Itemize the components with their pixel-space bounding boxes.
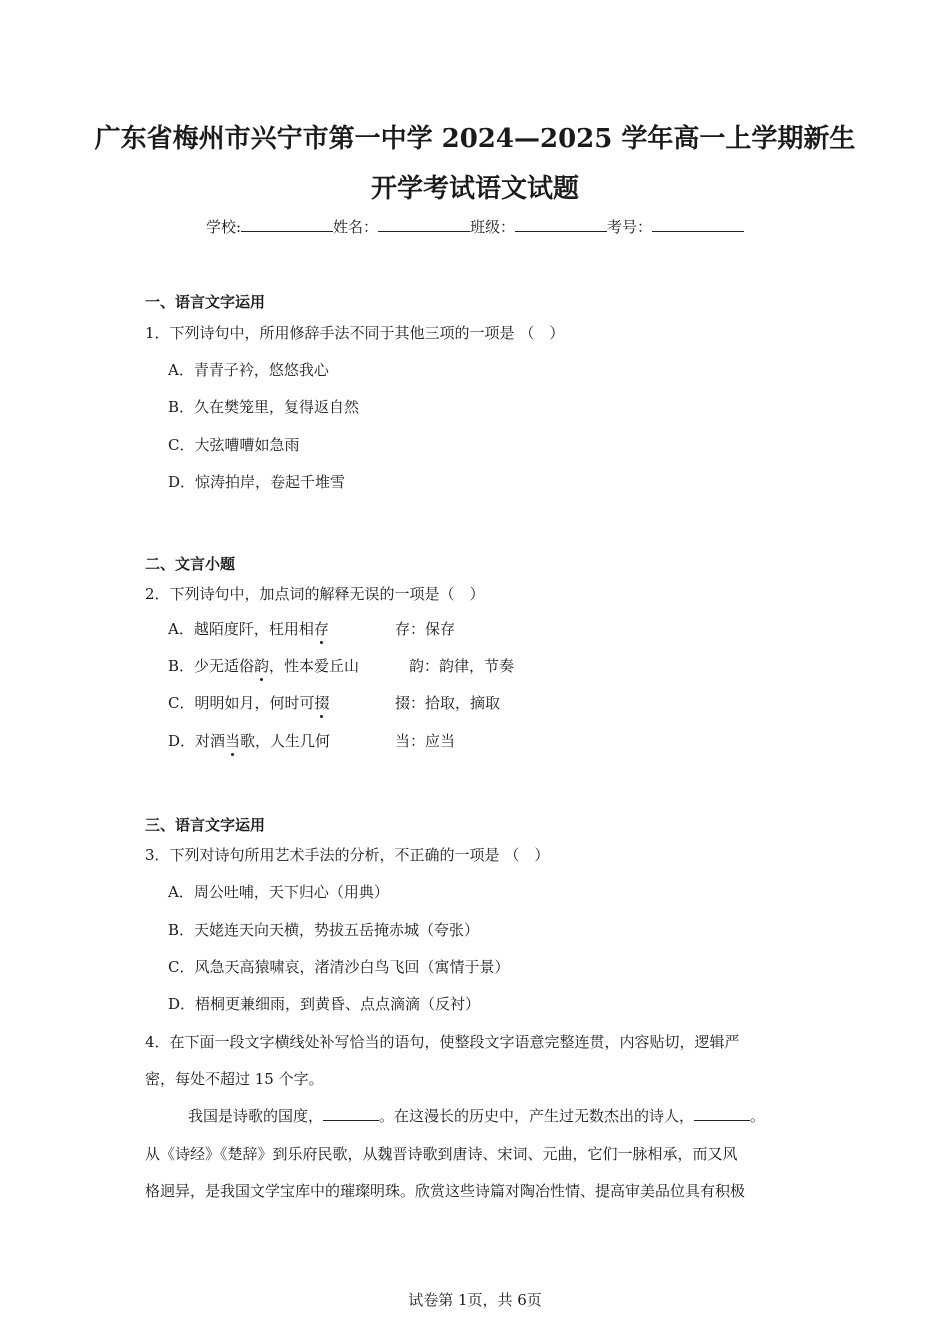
question-1-stem: 1．下列诗句中，所用修辞手法不同于其他三项的一项是 （ ） [145,324,565,342]
exam-title-line1: 广东省梅州市兴宁市第一中学 2024—2025 学年高一上学期新生 [94,124,856,154]
page-footer: 试卷第 1页，共 6页 [408,1291,542,1309]
q2-option-b: B．少无适俗韵，性本爱丘山 [168,657,360,675]
number-blank[interactable] [652,217,744,232]
question-2-stem: 2．下列诗句中，加点词的解释无误的一项是（ ） [145,585,485,603]
q1-option-b: B．久在樊笼里，复得返自然 [168,398,360,416]
school-label: 学校: [205,218,241,236]
section-heading: 三、语言文字运用 [145,816,266,834]
q2-option-a-note: 存：保存 [395,620,456,638]
question-4-stem-line1: 4．在下面一段文字横线处补写恰当的语句，使整段文字语意完整连贯，内容贴切，逻辑严 [145,1033,740,1051]
question-4-stem-line2: 密，每处不超过 15 个字。 [145,1070,324,1088]
section-heading: 二、文言小题 [145,555,236,573]
dotted-word: 韵 [254,657,270,675]
class-label: 班级： [470,218,516,236]
number-label: 考号： [607,218,653,236]
q3-option-d: D．梧桐更兼细雨，到黄昏、点点滴滴（反衬） [168,995,481,1013]
exam-title-line2: 开学考试语文试题 [370,174,579,204]
q1-option-d: D．惊涛拍岸，卷起千堆雪 [168,473,346,491]
q4-passage-line2: 从《诗经》《楚辞》到乐府民歌，从魏晋诗歌到唐诗、宋词、元曲，它们一脉相承，而又风 [145,1145,738,1163]
section-heading: 一、语言文字运用 [145,293,266,311]
student-info-row [0,216,950,238]
question-3-stem: 3．下列对诗句所用艺术手法的分析，不正确的一项是 （ ） [145,846,550,864]
q3-option-a: A．周公吐哺，天下归心（用典） [168,883,389,901]
answer-blank[interactable] [323,1106,379,1121]
name-label: 姓名： [333,218,379,236]
name-blank[interactable] [378,217,470,232]
q1-option-a: A．青青子衿，悠悠我心 [168,361,329,379]
q4-passage-line1: 我国是诗歌的国度， 。在这漫长的历史中，产生过无数杰出的诗人， 。 [188,1107,766,1125]
q2-option-d-note: 当：应当 [395,732,456,750]
answer-blank[interactable] [694,1106,750,1121]
q1-option-c: C．大弦嘈嘈如急雨 [168,436,300,454]
class-blank[interactable] [515,217,607,232]
dotted-word: 掇 [314,694,330,712]
q2-option-b-note: 韵：韵律，节奏 [409,657,515,675]
dotted-word: 存 [313,620,329,638]
q4-passage-line3: 格迥异，是我国文学宝库中的璀璨明珠。欣赏这些诗篇对陶冶性情、提高审美品位具有积极 [145,1182,746,1200]
q2-option-c-note: 掇：拾取，摘取 [395,694,501,712]
dotted-word: 当 [225,732,241,750]
q2-option-c: C．明明如月，何时可掇 [168,694,330,712]
q3-option-c: C．风急天高猿啸哀，渚清沙白鸟飞回（寓情于景） [168,958,510,976]
school-blank[interactable] [241,217,333,232]
q3-option-b: B．天姥连天向天横，势拔五岳掩赤城（夸张） [168,921,480,939]
q2-option-d: D．对酒当歌，人生几何 [168,732,331,750]
q2-option-a: A．越陌度阡，枉用相存 [168,620,329,638]
